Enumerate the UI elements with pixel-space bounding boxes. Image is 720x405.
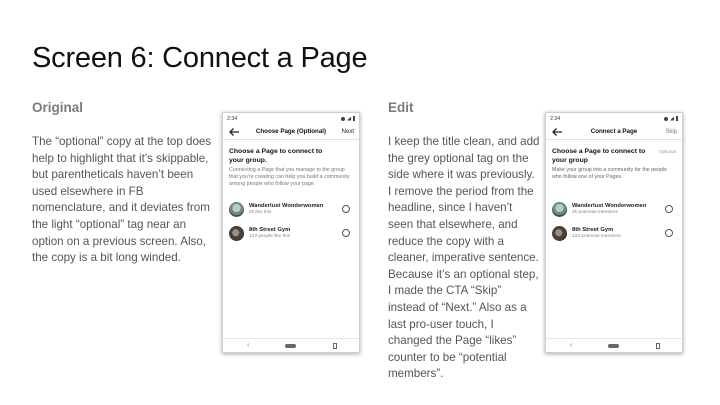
page-name: 8th Street Gym xyxy=(572,227,614,233)
edit-body-text: I keep the title clean, and add the grey optional tag on the side where it was previously. I remove the period from the headline, since I haven’t seen that elsewhere, and reduce the copy with a cleaner, imperative sentence. Because it’s an optional step, I made the CTA “Skip” instead of “Next.” Also as a last pro-user touch, I changed the Page “likes” counter to be “potential members”. xyxy=(388,135,540,381)
page-members: 2k potential members xyxy=(572,210,618,215)
page-name: 8th Street Gym xyxy=(249,227,291,233)
status-icons xyxy=(341,116,355,121)
list-item[interactable] xyxy=(229,201,353,219)
original-body-text: The “optional” copy at the top does help to highlight that it’s skippable, but parentheticals haven’t been used elsewhere in FB nomenclature, and it deviates from the light “optional” tag near an option on a previous screen. Also, the copy is a bit long winded. xyxy=(32,135,212,265)
choose-page-heading: Choose a Page to connect to your group xyxy=(552,148,646,164)
description-text: Connecting a Page that you manage to the group that you're creating can help you build a community among people who follow your page. xyxy=(229,167,350,187)
choose-page-heading: Choose a Page to connect to your group. xyxy=(229,148,323,164)
radio-button[interactable] xyxy=(665,229,673,237)
nav-recents-icon[interactable] xyxy=(656,343,660,349)
page-members: 123 potential members xyxy=(572,234,621,239)
next-button[interactable]: Next xyxy=(341,128,354,135)
nav-back-icon[interactable]: ‹ xyxy=(570,342,573,349)
nav-back-icon[interactable]: ‹ xyxy=(247,342,250,349)
top-bar xyxy=(223,124,359,140)
optional-tag: Optional xyxy=(658,149,676,154)
radio-button[interactable] xyxy=(342,229,350,237)
avatar xyxy=(552,226,567,241)
list-item[interactable] xyxy=(229,225,353,243)
avatar xyxy=(229,226,244,241)
page-name: Wanderlust Wonderwomen xyxy=(249,203,324,209)
android-nav-bar xyxy=(546,338,682,352)
status-time: 2:34 xyxy=(550,115,561,122)
page-likes: 2k like this xyxy=(249,210,272,215)
page-name: Wanderlust Wonderwomen xyxy=(572,203,647,209)
description-text: Make your group into a community for the people who follow one of your Pages. xyxy=(552,167,668,180)
page-likes: 123 people like this xyxy=(249,234,291,239)
original-phone-mockup xyxy=(222,112,360,353)
list-item[interactable] xyxy=(552,201,676,219)
status-icons xyxy=(664,116,678,121)
nav-recents-icon[interactable] xyxy=(333,343,337,349)
radio-button[interactable] xyxy=(665,205,673,213)
android-nav-bar xyxy=(223,338,359,352)
top-bar xyxy=(546,124,682,140)
skip-button[interactable]: Skip xyxy=(665,128,677,135)
status-time: 2:34 xyxy=(227,115,238,122)
avatar xyxy=(229,202,244,217)
screen-title: Connect a Page xyxy=(590,128,638,135)
edit-heading: Edit xyxy=(388,100,414,115)
edit-phone-mockup xyxy=(545,112,683,353)
list-item[interactable] xyxy=(552,225,676,243)
nav-home-icon[interactable] xyxy=(608,344,619,348)
nav-home-icon[interactable] xyxy=(285,344,296,348)
original-heading: Original xyxy=(32,100,84,115)
radio-button[interactable] xyxy=(342,205,350,213)
slide-title: Screen 6: Connect a Page xyxy=(32,42,368,74)
avatar xyxy=(552,202,567,217)
status-bar xyxy=(550,115,678,122)
screen-title: Choose Page (Optional) xyxy=(255,128,327,135)
status-bar xyxy=(227,115,355,122)
